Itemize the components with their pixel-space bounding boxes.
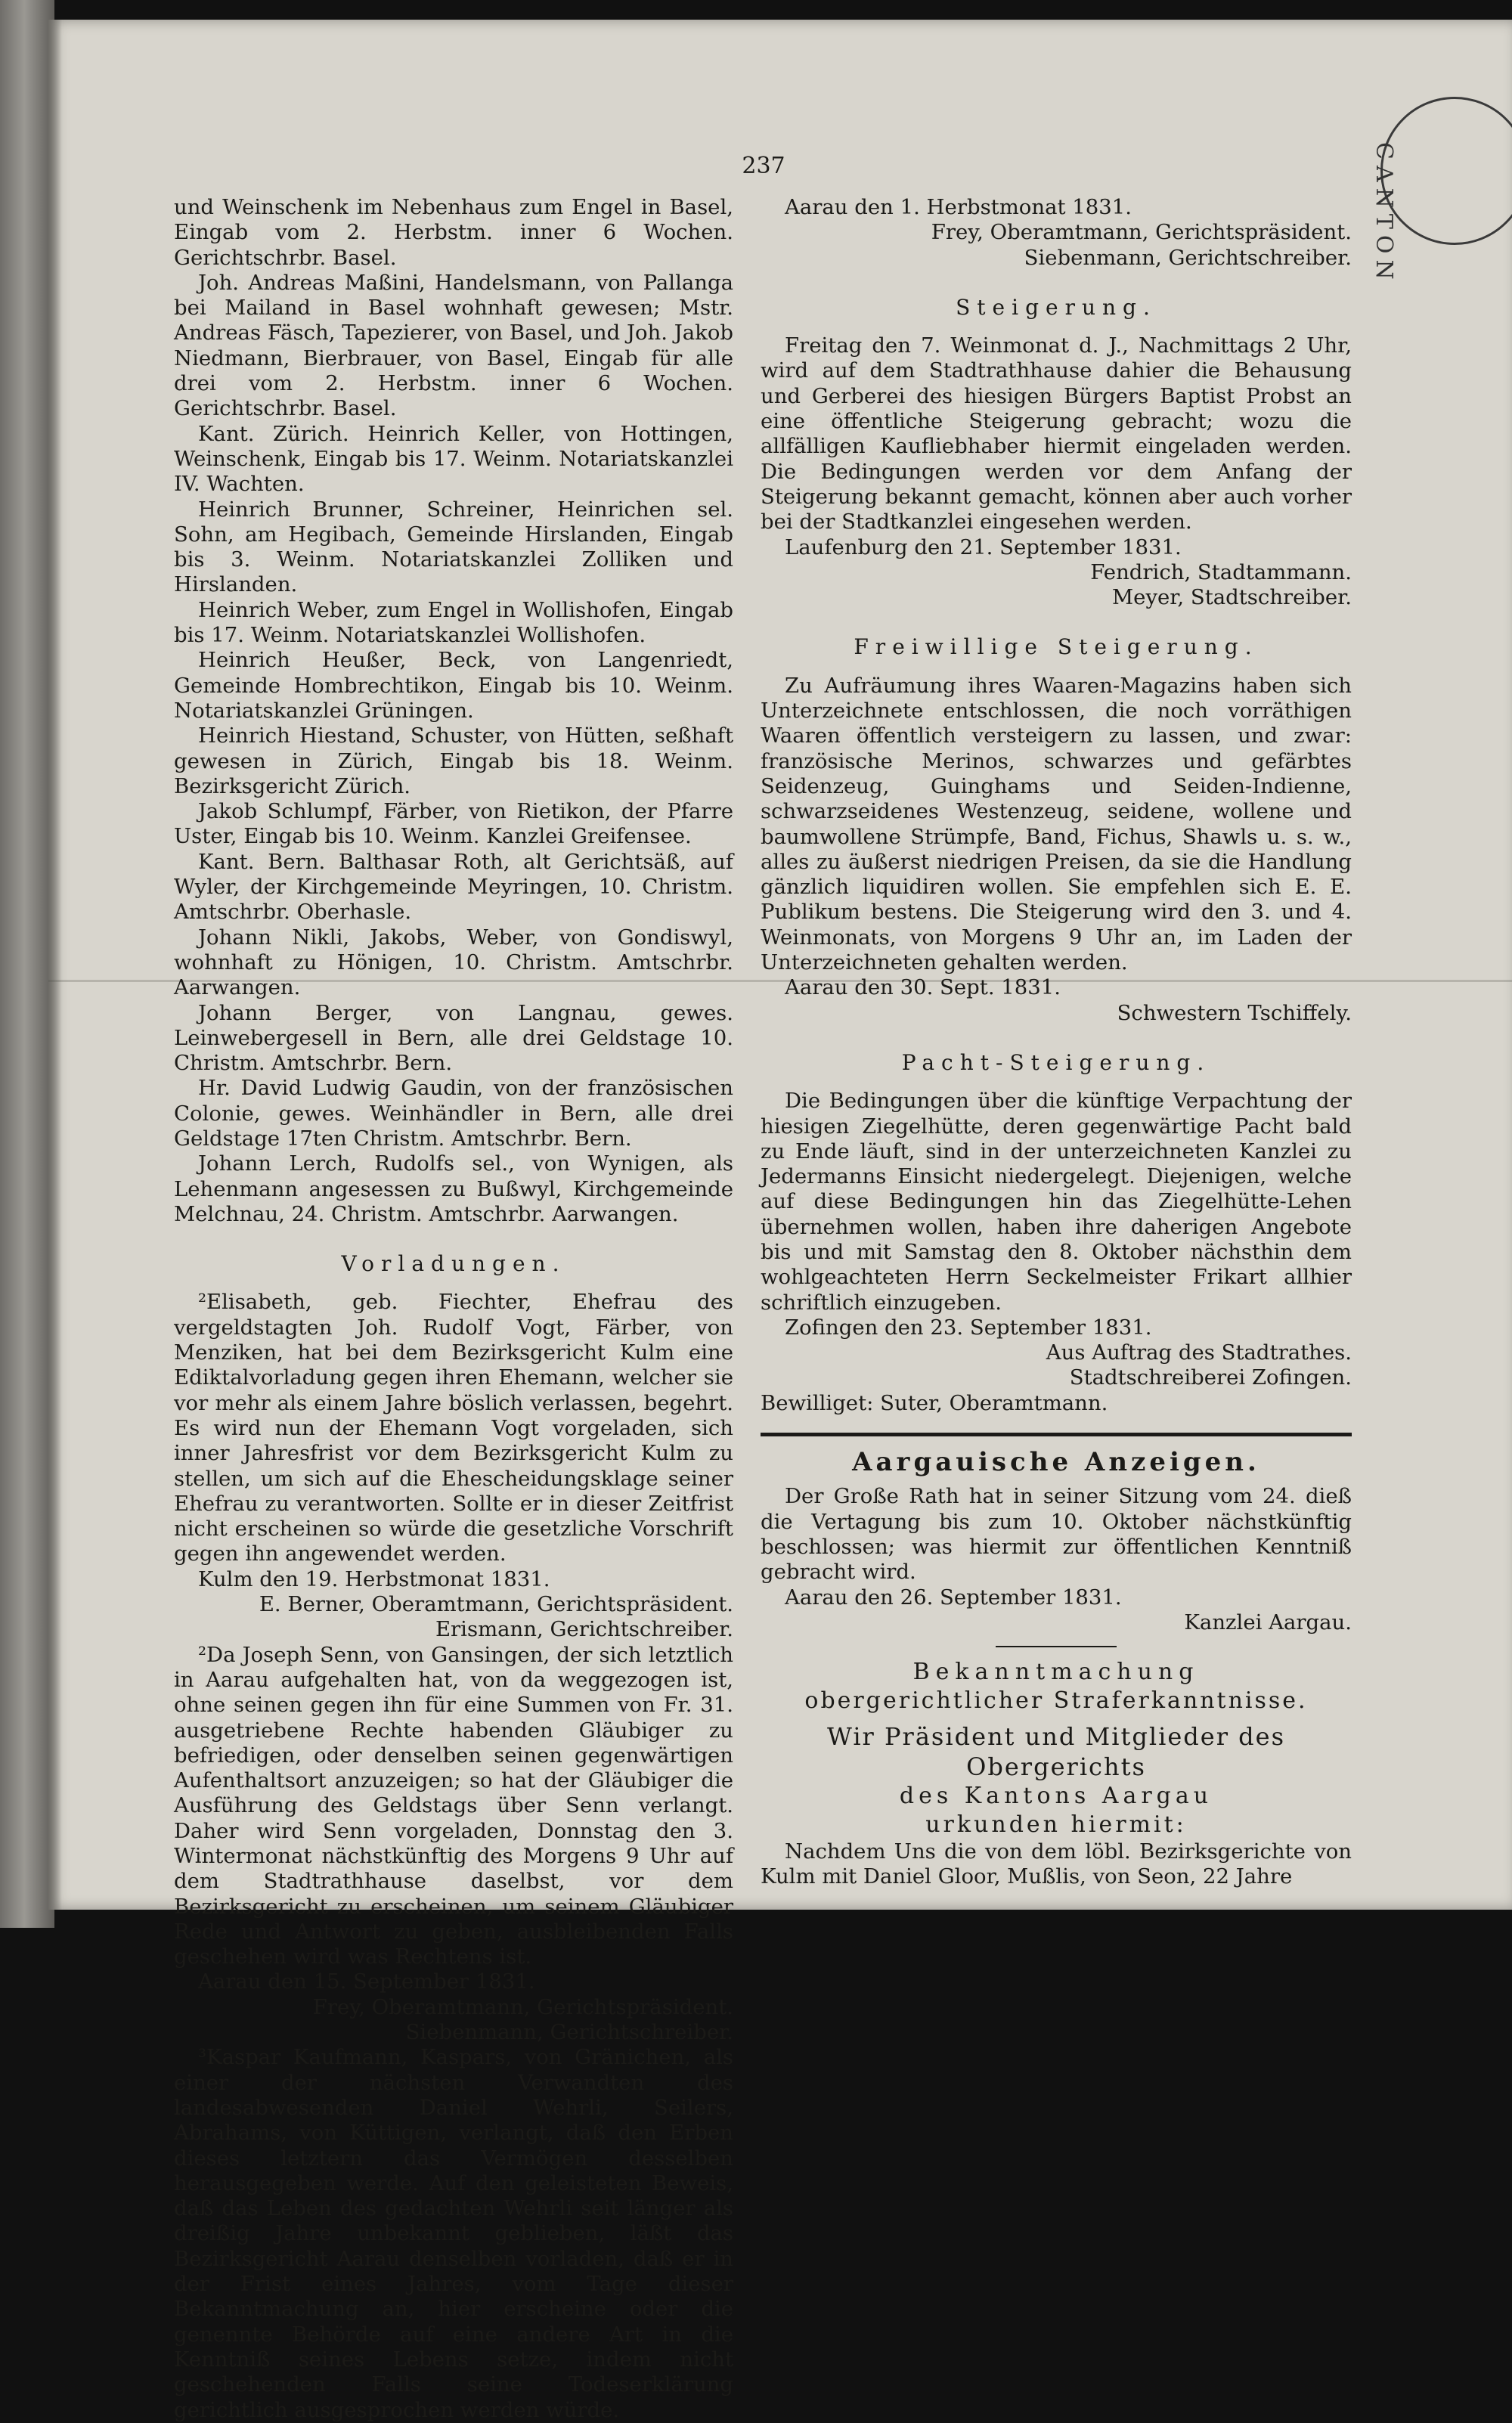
notice-signature: Erismann, Gerichtschreiber. xyxy=(435,1617,733,1642)
notice-approval: Bewilliget: Suter, Oberamtmann. xyxy=(761,1390,1108,1415)
notice-body: Nachdem Uns die von dem löbl. Bezirksgerichte von Kulm mit Daniel Gloor, Mußlis, von Seon, 22 Jahre xyxy=(761,1839,1352,1889)
notice-body: ²Elisabeth, geb. Fiechter, Ehefrau des vergeldstagten Joh. Rudolf Vogt, Färber, von Menziken, hat bei dem Bezirksgericht Kulm eine Ediktalvorladung gegen ihren Ehemann, welcher sie vor mehr als einem Jahre böslich verlassen, begehrt. Es wird nun der Ehemann Vogt vorgeladen, sich inner Jahresfrist vor dem Bezirksgericht Kulm zu stellen, um sich auf die Ehescheidungsklage seiner Ehefrau zu verantworten. Sollte er in dieser Zeitfrist nicht erscheinen so würde die gesetzliche Vorschrift gegen ihn angewendet werden. xyxy=(174,1290,733,1566)
binding-shadow xyxy=(48,20,62,1910)
left-entry: Heinrich Weber, zum Engel in Wollishofen, Eingab bis 17. Weinm. Notariatskanzlei Wollishofen. xyxy=(174,597,733,648)
left-entry: Kant. Zürich. Heinrich Keller, von Hottingen, Weinschenk, Eingab bis 17. Weinm. Notariatskanzlei IV. Wachten. xyxy=(174,421,733,497)
notice-signature: Meyer, Stadtschreiber. xyxy=(1112,585,1352,610)
right-column xyxy=(761,195,1352,1890)
notice-place-date: Aarau den 15. September 1831. xyxy=(198,1969,535,1994)
section-heading-aargauische: Aargauische Anzeigen. xyxy=(852,1447,1260,1478)
left-entry: Heinrich Brunner, Schreiner, Heinrichen sel. Sohn, am Hegibach, Gemeinde Hirslanden, Eingab bis 3. Weinm. Notariatskanzlei Zolliken und Hirslanden. xyxy=(174,497,733,597)
notice-signature: Siebenmann, Gerichtschreiber. xyxy=(405,2020,733,2045)
section-heading-vorladungen: Vorladungen. xyxy=(341,1251,566,1277)
notice-body: Freitag den 7. Weinmonat d. J., Nachmittags 2 Uhr, wird auf dem Stadtrathhause dahier die Behausung und Gerberei des hiesigen Bürgers Baptist Probst an eine öffentliche Steigerung gebracht; wozu die allfälligen Kaufliebhaber hiermit eingeladen werden. Die Bedingungen werden vor dem Anfang der Steigerung bekannt gemacht, können aber auch vorher bei der Stadtkanzlei eingesehen werden. xyxy=(761,333,1352,534)
section-heading-freiwillige: Freiwillige Steigerung. xyxy=(854,634,1259,660)
left-entry: Jakob Schlumpf, Färber, von Rietikon, der Pfarre Uster, Eingab bis 10. Weinm. Kanzlei Greifensee. xyxy=(174,799,733,849)
short-divider xyxy=(996,1646,1117,1647)
notice-place-date: Aarau den 26. September 1831. xyxy=(785,1585,1122,1610)
notice-signature: Frey, Oberamtmann, Gerichtspräsident. xyxy=(312,1994,733,2019)
notice-signature: Kanzlei Aargau. xyxy=(1184,1610,1352,1634)
notice-signature: Schwestern Tschiffely. xyxy=(1117,1000,1352,1025)
court-heading-line: urkunden hiermit: xyxy=(925,1811,1187,1839)
left-entry: Heinrich Hiestand, Schuster, von Hütten, seßhaft gewesen in Zürich, Eingab bis 18. Weinm. Bezirksgericht Zürich. xyxy=(174,723,733,798)
notice-place-date: Kulm den 19. Herbstmonat 1831. xyxy=(198,1566,550,1591)
notice-signature: Stadtschreiberei Zofingen. xyxy=(1069,1365,1352,1390)
notice-place-date: Aarau den 30. Sept. 1831. xyxy=(785,975,1061,1000)
notice-body: Zu Aufräumung ihres Waaren-Magazins haben sich Unterzeichnete entschlossen, die noch vorräthigen Waaren öffentlich versteigern zu lassen, und zwar: französische Merinos, schwarzes und gefärbtes Seidenzeug, Guinghams und Seiden-Indienne, schwarzseidenes Westenzeug, seidene, wollene und baumwollene Strümpfe, Band, Fichus, Shawls u. s. w., alles zu äußerst niedrigen Preisen, da sie die Handlung gänzlich liquidiren wollen. Sie empfehlen sich E. E. Publikum bestens. Die Steigerung wird den 3. und 4. Weinmonats, von Morgens 9 Uhr an, im Laden der Unterzeichneten gehalten werden. xyxy=(761,673,1352,975)
notice-signature: Frey, Oberamtmann, Gerichtspräsident. xyxy=(931,220,1352,245)
page-number: 237 xyxy=(742,153,785,179)
scan-edge xyxy=(0,0,54,1928)
notice-body: Die Bedingungen über die künftige Verpachtung der hiesigen Ziegelhütte, deren gegenwärtige Pacht bald zu Ende läuft, sind in der unterzeichneten Kanzlei zu Jedermanns Einsicht niedergelegt. Diejenigen, welche auf diese Bedingungen hin das Ziegelhütte-Lehen übernehmen wollen, haben ihre daherigen Angebote bis und mit Samstag den 8. Oktober nächsthin dem wohlgeachteten Herrn Seckelmeister Frikart allhier schriftlich einzugeben. xyxy=(761,1089,1352,1315)
section-heading-pacht: Pacht-Steigerung. xyxy=(901,1049,1211,1075)
bekanntmachung-title: Bekanntmachung xyxy=(912,1659,1200,1686)
left-entry: und Weinschenk im Nebenhaus zum Engel in Basel, Eingab vom 2. Herbstm. inner 6 Wochen. Gerichtschrbr. Basel. xyxy=(174,195,733,270)
left-entry: Kant. Bern. Balthasar Roth, alt Gerichtsäß, auf Wyler, der Kirchgemeinde Meyringen, 10. Christm. Amtschrbr. Oberhasle. xyxy=(174,849,733,925)
notice-place-date: Zofingen den 23. September 1831. xyxy=(785,1315,1152,1340)
bekanntmachung-subtitle: obergerichtlicher Straferkanntnisse. xyxy=(804,1687,1308,1715)
section-divider xyxy=(761,1433,1352,1436)
left-entry: Johann Lerch, Rudolfs sel., von Wynigen, als Lehenmann angesessen zu Bußwyl, Kirchgemeinde Melchnau, 24. Christm. Amtschrbr. Aarwangen. xyxy=(174,1151,733,1226)
notice-body: ²Da Joseph Senn, von Gansingen, der sich letztlich in Aarau aufgehalten hat, von da weggezogen ist, ohne seinen gegen ihn für eine Summen von Fr. 31. ausgetriebene Rechte habenden Gläubiger zu befriedigen, oder denselben seinen gegenwärtigen Aufenthaltsort anzuzeigen; so hat der Gläubiger die Ausführung des Geldstags über Senn verlangt. Daher wird Senn vorgeladen, Donnstag den 3. Wintermonat nächstkünftig des Morgens 9 Uhr auf dem Stadtrathhause daselbst, vor dem Bezirksgericht zu erscheinen, um seinem Gläubiger Rede und Antwort zu geben, ausbleibenden Falls geschehen wird was Rechtens ist. xyxy=(174,1642,733,1969)
notice-signature: Aus Auftrag des Stadtrathes. xyxy=(1046,1340,1352,1365)
section-heading-steigerung: Steigerung. xyxy=(956,294,1157,320)
left-entry: Joh. Andreas Maßini, Handelsmann, von Pallanga bei Mailand in Basel wohnhaft gewesen; Mstr. Andreas Fäsch, Tapezierer, von Basel, und Joh. Jakob Niedmann, Bierbrauer, von Basel, Eingab für alle drei vom 2. Herbstm. inner 6 Wochen. Gerichtschrbr. Basel. xyxy=(174,270,733,421)
notice-place-date: Laufenburg den 21. September 1831. xyxy=(785,534,1182,559)
left-entry: Johann Nikli, Jakobs, Weber, von Gondiswyl, wohnhaft zu Hönigen, 10. Christm. Amtschrbr. Aarwangen. xyxy=(174,925,733,1000)
notice-signature: E. Berner, Oberamtmann, Gerichtspräsident. xyxy=(259,1592,733,1617)
left-entry: Johann Berger, von Langnau, gewes. Leinwebergesell in Bern, alle drei Geldstage 10. Christm. Amtschrbr. Bern. xyxy=(174,1000,733,1076)
stamp-text: CANTON xyxy=(1371,142,1397,286)
notice-signature: Siebenmann, Gerichtschreiber. xyxy=(1024,245,1352,270)
notice-place-date: Aarau den 1. Herbstmonat 1831. xyxy=(785,195,1132,219)
notice-body: ³Kaspar Kaufmann, Kaspars, von Gränichen, als einer der nächsten Verwandten des landesabwesenden Daniel Wehrli, Seilers, Abrahams, von Küttigen, verlangt, daß den Erben dieses letztern das Vermögen desselben herausgegeben werde. Auf den geleisteten Beweis, daß das Leben des gedachten Wehrli seit länger als dreißig Jahre unbekannt geblieben, läßt das Bezirksgericht Aarau denselben vorladen, daß er in der Frist eines Jahres, vom Tage dieser Bekanntmachung an, hier erscheine oder die genennte Behörde auf eine andere Art in die Kenntniß seines Lebens setze, indem nicht geschehenden Falls seine Todeserklärung gerichtlich ausgesprochen werden würde. xyxy=(174,2045,733,2422)
court-heading-line: des Kantons Aargau xyxy=(899,1783,1213,1810)
left-column xyxy=(174,195,733,2423)
left-entry: Heinrich Heußer, Beck, von Langenriedt, Gemeinde Hombrechtikon, Eingab bis 10. Weinm. Notariatskanzlei Grüningen. xyxy=(174,648,733,723)
court-heading-line: Wir Präsident und Mitglieder des Obergerichts xyxy=(826,1722,1285,1782)
notice-body: Der Große Rath hat in seiner Sitzung vom 24. dieß die Vertagung bis zum 10. Oktober nächstkünftig beschlossen; was hiermit zur öffentlichen Kenntniß gebracht wird. xyxy=(761,1484,1352,1585)
notice-signature: Fendrich, Stadtammann. xyxy=(1090,559,1352,584)
left-entry: Hr. David Ludwig Gaudin, von der französischen Colonie, gewes. Weinhändler in Bern, alle drei Geldstage 17ten Christm. Amtschrbr. Bern. xyxy=(174,1076,733,1151)
